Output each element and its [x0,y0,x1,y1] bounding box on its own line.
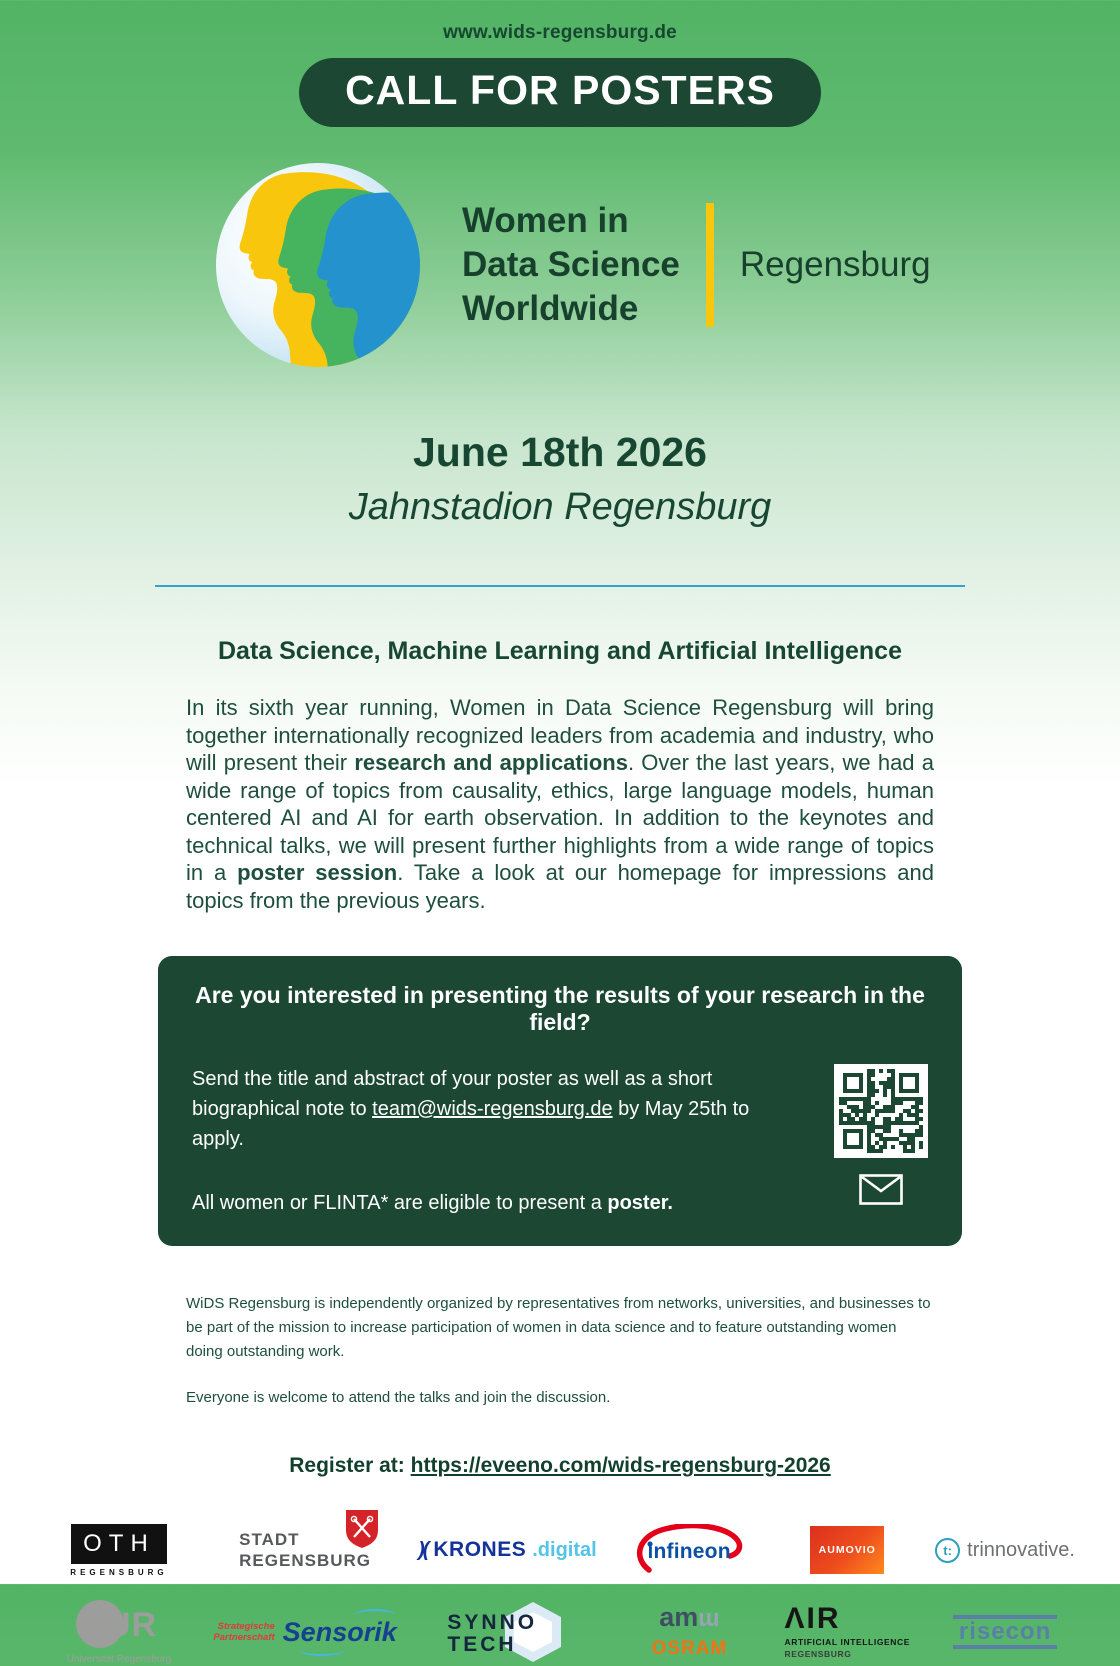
logo-oth-regensburg [34,1516,204,1584]
stadt-line1: STADT [239,1530,300,1549]
yellow-divider-bar [706,203,714,327]
sponsor-logos [34,1516,1086,1666]
oth-caption: REGENSBURG [70,1567,168,1577]
air-abbr: ΛIR [784,1602,841,1635]
logo-synnotech [406,1598,608,1666]
logo-ams-osram [609,1598,771,1666]
osram-name: OSRAM [651,1638,728,1659]
trinnovative-name: trinnovative. [967,1538,1075,1561]
cta-side-column [834,1064,928,1218]
brand-city: Regensburg [739,245,931,284]
event-date: June 18th 2026 [413,429,707,475]
intro-paragraph: In its sixth year running, Women in Data Science Regensburg will bring together internationally recognized leaders from academia and industry, who will present their research and applications. Over the last years, we had a wide range of topics from causality, ethics, large language models, human centered AI and AI for earth observation. In addition to the keynotes and technical talks, we will present further highlights from a wide range of topics in a poster session. Take a look at our homepage for impressions and topics from the previous years. [186,695,934,913]
sponsor-row-1 [34,1516,1086,1584]
ams-mark: am [659,1602,699,1632]
sensorik-pre2: Partnerschaft [213,1632,275,1643]
stadt-line2: REGENSBURG [239,1551,372,1570]
sensorik-name: Sensorik [282,1616,397,1647]
sponsor-row-2 [34,1598,1086,1666]
blue-divider-line [155,585,965,587]
intro-heading: Data Science, Machine Learning and Artificial Intelligence [218,637,902,665]
banner-wrap [0,58,1120,127]
brand-name [462,199,680,331]
logo-sensorik [204,1598,406,1666]
brand-name-line1: Women in [462,201,629,240]
register-line[interactable]: Register at: https://eveeno.com/wids-regensburg-2026 [289,1454,831,1477]
ams-glyph-icon: ɯ [698,1605,720,1632]
logo-trinnovative [924,1516,1086,1584]
krones-name: KRONES [433,1538,527,1561]
wids-faces-logo-icon [216,163,420,367]
call-for-posters-banner: CALL FOR POSTERS [299,58,821,127]
krones-mark-icon: )( [418,1539,428,1561]
ur-abbr: UR [105,1605,158,1644]
brand-row [216,163,1120,367]
cta-box [158,956,962,1246]
about-mission: WiDS Regensburg is independently organized by representatives from networks, universities, and businesses to be part of the mission to increase participation of women in data science and to feature outstanding women doing outstanding work. [186,1295,931,1360]
cta-eligibility-text: All women or FLINTA* are eligible to present a poster. [192,1192,673,1214]
synnotech-line1: SYNNO [447,1611,538,1634]
cta-apply-text[interactable]: Send the title and abstract of your poster as well as a short biographical note to team@wids-regensburg.de by May 25th to apply. [192,1068,750,1150]
logo-universitaet-regensburg [34,1598,204,1666]
about-welcome: Everyone is welcome to attend the talks and join the discussion. [186,1389,611,1406]
event-venue: Jahnstadion Regensburg [348,486,772,528]
logo-risecon [924,1598,1086,1666]
qr-code [834,1064,928,1158]
air-caption1: ARTIFICIAL INTELLIGENCE [784,1637,911,1647]
brand-name-line2: Data Science [462,245,680,284]
logo-air-regensburg [770,1598,924,1666]
synnotech-line2: TECH [447,1633,517,1656]
logo-stadt-regensburg [204,1516,406,1584]
sensorik-pre1: Strategische [217,1621,275,1632]
air-caption2: REGENSBURG [784,1649,852,1659]
cta-title: Are you interested in presenting the results of your research in the field? [195,982,925,1035]
logo-aumovio [770,1516,924,1584]
logo-krones-digital [406,1516,608,1584]
logo-infineon [609,1516,771,1584]
ur-caption: Universität Regensburg [66,1653,172,1665]
krones-suffix: .digital [532,1539,597,1561]
risecon-name: risecon [953,1615,1057,1649]
trinnovative-mark-icon: t: [935,1538,960,1563]
brand-name-line3: Worldwide [462,289,639,328]
stadt-regensburg-crest-icon [345,1509,379,1549]
about-section [186,1292,934,1410]
brand-text [462,199,931,331]
envelope-icon [859,1174,903,1205]
aumovio-name: AUMOVIO [818,1544,876,1556]
oth-abbr: OTH [71,1524,167,1564]
cta-body [192,1064,928,1218]
infineon-name: infineon [647,1540,731,1563]
website-url: www.wids-regensburg.de [443,22,677,43]
cta-text-column [192,1064,804,1218]
